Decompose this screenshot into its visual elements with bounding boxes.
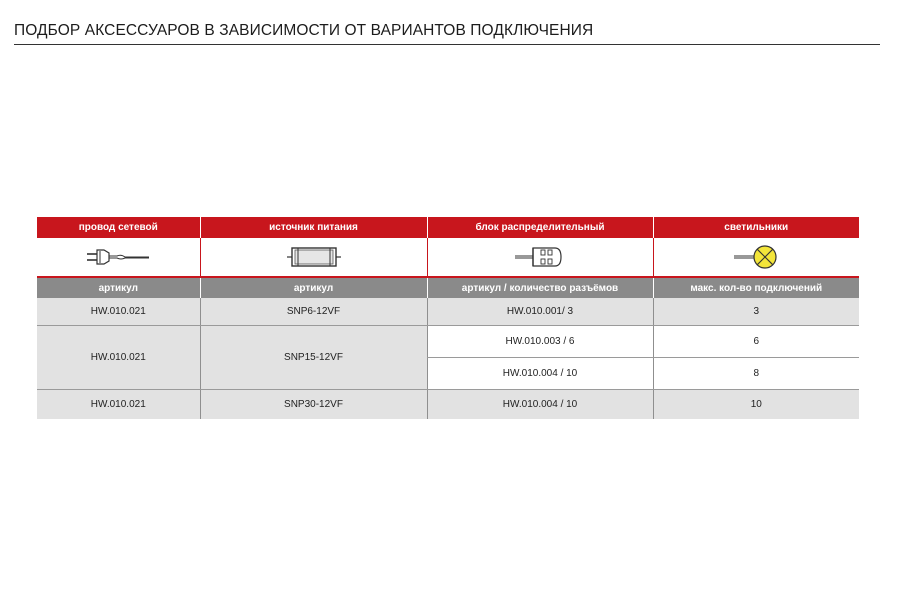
subheader-supply-article: артикул bbox=[200, 277, 427, 298]
cell-block-article: HW.010.003 / 6 bbox=[427, 326, 653, 358]
table-row bbox=[37, 298, 859, 326]
cell-supply-article: SNP30-12VF bbox=[200, 390, 427, 420]
cell-cable-article: HW.010.021 bbox=[37, 298, 200, 326]
cell-block-article: HW.010.001/ 3 bbox=[427, 298, 653, 326]
header-lamps: светильники bbox=[653, 217, 859, 238]
icon-row bbox=[37, 238, 859, 277]
power-supply-icon bbox=[287, 245, 341, 269]
page-title: ПОДБОР АКСЕССУАРОВ В ЗАВИСИМОСТИ ОТ ВАРИАНТОВ ПОДКЛЮЧЕНИЯ bbox=[14, 22, 880, 45]
subheader-row bbox=[37, 277, 859, 298]
icon-cell-block bbox=[427, 238, 653, 277]
power-plug-cable-icon bbox=[87, 246, 149, 268]
subheader-block-article: артикул / количество разъёмов bbox=[427, 277, 653, 298]
accessories-table bbox=[37, 217, 859, 419]
table-row bbox=[37, 326, 859, 358]
subheader-max-connections: макс. кол-во подключений bbox=[653, 277, 859, 298]
header-distribution-block: блок распределительный bbox=[427, 217, 653, 238]
distribution-block-icon bbox=[515, 244, 565, 270]
header-power-supply: источник питания bbox=[200, 217, 427, 238]
icon-cell-cable bbox=[37, 238, 200, 277]
cell-max-connections: 3 bbox=[653, 298, 859, 326]
cell-max-connections: 6 bbox=[653, 326, 859, 358]
header-power-cable: провод сетевой bbox=[37, 217, 200, 238]
cell-block-article: HW.010.004 / 10 bbox=[427, 358, 653, 390]
cell-cable-article: HW.010.021 bbox=[37, 326, 200, 390]
table-header-row bbox=[37, 217, 859, 238]
cell-cable-article: HW.010.021 bbox=[37, 390, 200, 420]
cell-supply-article: SNP6-12VF bbox=[200, 298, 427, 326]
icon-cell-lamp bbox=[653, 238, 859, 277]
cell-supply-article: SNP15-12VF bbox=[200, 326, 427, 390]
table-row bbox=[37, 390, 859, 420]
lamp-icon bbox=[734, 244, 778, 270]
subheader-cable-article: артикул bbox=[37, 277, 200, 298]
cell-max-connections: 10 bbox=[653, 390, 859, 420]
cell-max-connections: 8 bbox=[653, 358, 859, 390]
icon-cell-supply bbox=[200, 238, 427, 277]
cell-block-article: HW.010.004 / 10 bbox=[427, 390, 653, 420]
